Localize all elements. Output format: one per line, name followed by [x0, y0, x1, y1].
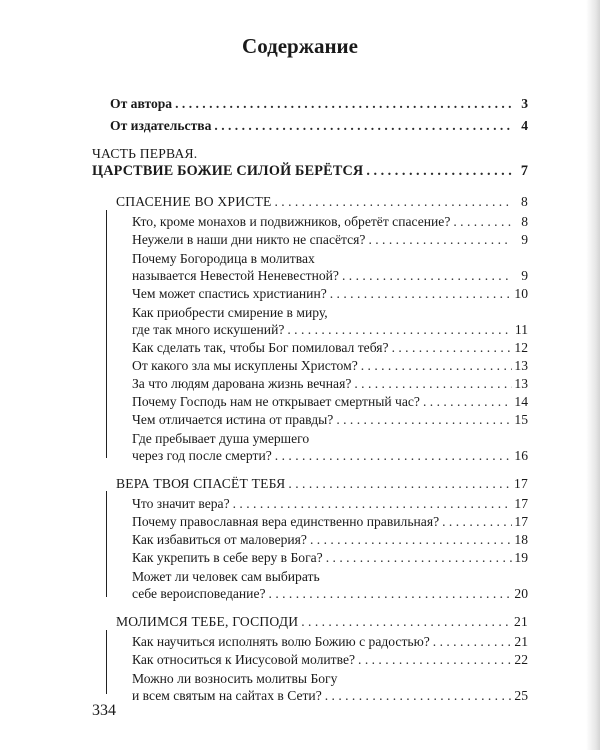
toc-entry-label-line1: Можно ли возносить молитвы Богу: [132, 671, 338, 686]
dot-leader: [288, 475, 512, 492]
toc-section-salvation: [116, 193, 528, 210]
toc-title: Содержание: [242, 34, 358, 58]
toc-entry-page: 18: [514, 532, 528, 547]
dot-leader: [453, 213, 512, 230]
toc-entry: [132, 393, 528, 410]
toc-entry-page: 21: [514, 614, 528, 629]
toc-entry: [132, 213, 528, 230]
toc-entry: [132, 321, 528, 338]
part-label: ЧАСТЬ ПЕРВАЯ.: [92, 146, 198, 161]
toc-section-faith: [116, 475, 528, 492]
toc-entry-label: Почему православная вера единственно правильная?: [132, 514, 440, 529]
section-title: СПАСЕНИЕ ВО ХРИСТЕ: [116, 194, 272, 209]
toc-entry-label: где так много искушений?: [132, 322, 285, 337]
toc-entry-label-line1: Почему Богородица в молитвах: [132, 251, 315, 266]
section-vertical-rule: [106, 210, 107, 458]
toc-entry-page: 13: [514, 358, 528, 373]
toc-entry-label: Как сделать так, чтобы Бог помиловал тебя?: [132, 340, 389, 355]
toc-section-prayer: [116, 613, 528, 630]
dot-leader: [342, 267, 512, 284]
section-vertical-rule: [106, 491, 107, 597]
toc-entry-page: 4: [521, 118, 528, 133]
toc-entry-label: Почему Господь нам не открывает смертный час?: [132, 394, 420, 409]
toc-entry-page: 19: [514, 550, 528, 565]
toc-entry-page: 17: [514, 514, 528, 529]
toc-entry: [132, 633, 528, 650]
toc-entry-label: От издательства: [110, 118, 212, 133]
toc-entry-label-line1: Может ли человек сам выбирать: [132, 569, 320, 584]
toc-entry-part-one: [92, 163, 528, 180]
toc-entry-page: 13: [514, 376, 528, 391]
dot-leader: [325, 687, 512, 704]
toc-entry: [132, 339, 528, 356]
dot-leader: [233, 495, 512, 512]
toc-entry-label: Чем отличается истина от правды?: [132, 412, 334, 427]
toc-entry-page: 8: [521, 194, 528, 209]
toc-entry-page: 15: [514, 412, 528, 427]
dot-leader: [330, 285, 512, 302]
toc-entry: [132, 513, 528, 530]
dot-leader: [368, 231, 512, 248]
toc-entry-page: 7: [520, 163, 528, 179]
toc-entry: [132, 231, 528, 248]
toc-entry-label: и всем святым на сайтах в Сети?: [132, 688, 322, 703]
page-edge-shadow: [586, 0, 600, 750]
dot-leader: [274, 193, 512, 210]
toc-entry: [132, 651, 528, 668]
toc-entry-label: через год после смерти?: [132, 448, 272, 463]
toc-entry-page: 14: [514, 394, 528, 409]
toc-entry: [132, 375, 528, 392]
toc-entry: [132, 687, 528, 704]
toc-entry-label-line1: Как приобрести смирение в миру,: [132, 305, 328, 320]
toc-entry-publisher: [110, 117, 528, 134]
toc-entry: [132, 585, 528, 602]
toc-entry-label: называется Невестой Неневестной?: [132, 268, 339, 283]
toc-entry: [132, 357, 528, 374]
dot-leader: [214, 117, 512, 134]
toc-entry-label: Неужели в наши дни никто не спасётся?: [132, 232, 366, 247]
toc-entry-label: Кто, кроме монахов и подвижников, обретёт спасение?: [132, 214, 451, 229]
toc-entry-page: 9: [521, 268, 528, 283]
dot-leader: [310, 531, 512, 548]
dot-leader: [287, 321, 512, 338]
toc-entry-label: Как научиться исполнять волю Божию с радостью?: [132, 634, 430, 649]
dot-leader: [358, 651, 512, 668]
toc-entry-label: Что значит вера?: [132, 496, 230, 511]
toc-entry: [132, 549, 528, 566]
toc-entry-page: 17: [514, 496, 528, 511]
toc-entry-page: 12: [514, 340, 528, 355]
toc-entry-page: 9: [521, 232, 528, 247]
toc-entry-page: 22: [514, 652, 528, 667]
dot-leader: [361, 357, 512, 374]
toc-entry-page: 11: [514, 322, 528, 337]
section-title: МОЛИМСЯ ТЕБЕ, ГОСПОДИ: [116, 614, 299, 629]
toc-entry-page: 25: [514, 688, 528, 703]
dot-leader: [442, 513, 512, 530]
toc-entry-label: От автора: [110, 96, 173, 111]
toc-entry: [132, 447, 528, 464]
dot-leader: [336, 411, 512, 428]
toc-entry: [132, 411, 528, 428]
toc-entry: [132, 531, 528, 548]
page-number: 334: [92, 702, 116, 719]
toc-entry-page: 17: [514, 476, 528, 491]
dot-leader: [433, 633, 512, 650]
section-title: ВЕРА ТВОЯ СПАСЁТ ТЕБЯ: [116, 476, 286, 491]
part-title: ЦАРСТВИЕ БОЖИЕ СИЛОЙ БЕРЁТСЯ: [92, 163, 364, 179]
toc-entry: [132, 267, 528, 284]
toc-entry-label: себе вероисповедание?: [132, 586, 266, 601]
toc-entry-label-line1: Где пребывает душа умершего: [132, 431, 310, 446]
toc-entry-label: За что людям дарована жизнь вечная?: [132, 376, 352, 391]
dot-leader: [366, 163, 512, 180]
dot-leader: [354, 375, 512, 392]
toc-entry-author: [110, 95, 528, 112]
dot-leader: [175, 95, 512, 112]
toc-entry-label: Как укрепить в себе веру в Бога?: [132, 550, 323, 565]
section-vertical-rule: [106, 630, 107, 694]
toc-entry-page: 16: [514, 448, 528, 463]
dot-leader: [301, 613, 512, 630]
toc-entry-label: От какого зла мы искуплены Христом?: [132, 358, 358, 373]
dot-leader: [269, 585, 512, 602]
dot-leader: [392, 339, 512, 356]
toc-entry-label: Как относиться к Иисусовой молитве?: [132, 652, 356, 667]
dot-leader: [275, 447, 512, 464]
dot-leader: [326, 549, 512, 566]
toc-entry-page: 21: [514, 634, 528, 649]
toc-entry-label: Как избавиться от маловерия?: [132, 532, 307, 547]
toc-entry-page: 3: [521, 96, 528, 111]
dot-leader: [423, 393, 512, 410]
toc-entry: [132, 285, 528, 302]
toc-entry-label: Чем может спастись христианин?: [132, 286, 327, 301]
toc-entry-page: 8: [521, 214, 528, 229]
toc-entry: [132, 495, 528, 512]
toc-entry-page: 10: [514, 286, 528, 301]
toc-entry-page: 20: [514, 586, 528, 601]
